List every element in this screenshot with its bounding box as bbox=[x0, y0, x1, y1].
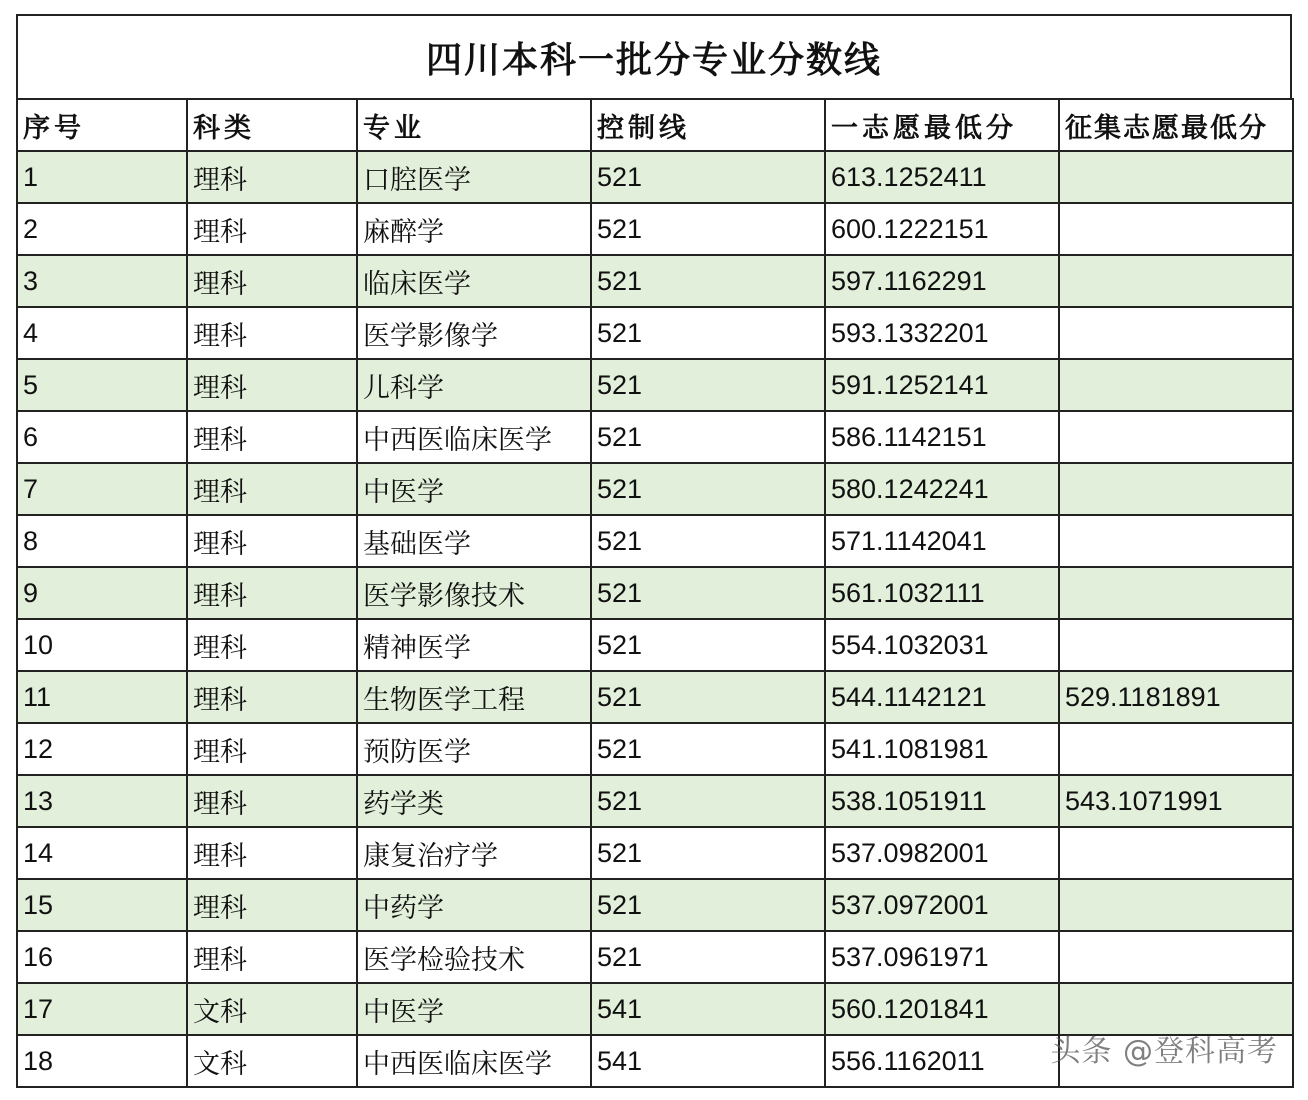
cell-category: 理科 bbox=[187, 255, 357, 307]
cell-control-line: 521 bbox=[591, 203, 825, 255]
cell-index: 2 bbox=[17, 203, 187, 255]
cell-supplementary-min bbox=[1059, 307, 1293, 359]
cell-control-line: 521 bbox=[591, 775, 825, 827]
cell-index: 13 bbox=[17, 775, 187, 827]
cell-first-choice-min: 541.1081981 bbox=[825, 723, 1059, 775]
cell-category: 理科 bbox=[187, 619, 357, 671]
table-row bbox=[17, 671, 1293, 723]
cell-index: 1 bbox=[17, 151, 187, 203]
cell-supplementary-min: 529.1181891 bbox=[1059, 671, 1293, 723]
cell-first-choice-min: 600.1222151 bbox=[825, 203, 1059, 255]
cell-first-choice-min: 560.1201841 bbox=[825, 983, 1059, 1035]
cell-control-line: 521 bbox=[591, 359, 825, 411]
cell-major: 口腔医学 bbox=[357, 151, 591, 203]
cell-first-choice-min: 554.1032031 bbox=[825, 619, 1059, 671]
cell-category: 文科 bbox=[187, 983, 357, 1035]
cell-first-choice-min: 556.1162011 bbox=[825, 1035, 1059, 1087]
table-row bbox=[17, 775, 1293, 827]
cell-first-choice-min: 613.1252411 bbox=[825, 151, 1059, 203]
table-row bbox=[17, 307, 1293, 359]
cell-supplementary-min: 543.1071991 bbox=[1059, 775, 1293, 827]
cell-category: 理科 bbox=[187, 515, 357, 567]
cell-major: 精神医学 bbox=[357, 619, 591, 671]
cell-control-line: 521 bbox=[591, 931, 825, 983]
table-row bbox=[17, 203, 1293, 255]
cell-major: 中西医临床医学 bbox=[357, 411, 591, 463]
header-supplementary-min: 征集志愿最低分 bbox=[1059, 99, 1293, 151]
cell-index: 15 bbox=[17, 879, 187, 931]
header-first-choice-min: 一志愿最低分 bbox=[825, 99, 1059, 151]
title-box bbox=[16, 14, 1292, 98]
cell-supplementary-min bbox=[1059, 203, 1293, 255]
cell-control-line: 521 bbox=[591, 671, 825, 723]
cell-index: 7 bbox=[17, 463, 187, 515]
cell-supplementary-min bbox=[1059, 619, 1293, 671]
table-row bbox=[17, 255, 1293, 307]
cell-category: 理科 bbox=[187, 671, 357, 723]
watermark: 头条 @登科高考 bbox=[1050, 1034, 1278, 1069]
table-row bbox=[17, 411, 1293, 463]
cell-index: 8 bbox=[17, 515, 187, 567]
cell-first-choice-min: 544.1142121 bbox=[825, 671, 1059, 723]
cell-control-line: 521 bbox=[591, 307, 825, 359]
cell-category: 理科 bbox=[187, 307, 357, 359]
cell-supplementary-min bbox=[1059, 827, 1293, 879]
cell-first-choice-min: 537.0972001 bbox=[825, 879, 1059, 931]
cell-supplementary-min bbox=[1059, 567, 1293, 619]
cell-index: 3 bbox=[17, 255, 187, 307]
cell-control-line: 521 bbox=[591, 515, 825, 567]
cell-index: 6 bbox=[17, 411, 187, 463]
cell-major: 医学影像技术 bbox=[357, 567, 591, 619]
table-row bbox=[17, 723, 1293, 775]
cell-major: 医学影像学 bbox=[357, 307, 591, 359]
cell-category: 理科 bbox=[187, 151, 357, 203]
header-control-line: 控制线 bbox=[591, 99, 825, 151]
header-row bbox=[17, 99, 1293, 151]
header-category: 科类 bbox=[187, 99, 357, 151]
cell-first-choice-min: 537.0961971 bbox=[825, 931, 1059, 983]
cell-supplementary-min bbox=[1059, 931, 1293, 983]
cell-category: 理科 bbox=[187, 411, 357, 463]
cell-first-choice-min: 537.0982001 bbox=[825, 827, 1059, 879]
table-row bbox=[17, 567, 1293, 619]
cell-supplementary-min bbox=[1059, 255, 1293, 307]
cell-supplementary-min bbox=[1059, 515, 1293, 567]
cell-major: 康复治疗学 bbox=[357, 827, 591, 879]
cell-index: 16 bbox=[17, 931, 187, 983]
cell-category: 理科 bbox=[187, 931, 357, 983]
cell-category: 理科 bbox=[187, 723, 357, 775]
cell-category: 理科 bbox=[187, 827, 357, 879]
cell-index: 11 bbox=[17, 671, 187, 723]
cell-control-line: 521 bbox=[591, 879, 825, 931]
table-row bbox=[17, 879, 1293, 931]
cell-control-line: 541 bbox=[591, 1035, 825, 1087]
cell-first-choice-min: 571.1142041 bbox=[825, 515, 1059, 567]
cell-major: 生物医学工程 bbox=[357, 671, 591, 723]
table-row bbox=[17, 827, 1293, 879]
cell-first-choice-min: 597.1162291 bbox=[825, 255, 1059, 307]
cell-major: 麻醉学 bbox=[357, 203, 591, 255]
cell-index: 17 bbox=[17, 983, 187, 1035]
cell-first-choice-min: 580.1242241 bbox=[825, 463, 1059, 515]
cell-supplementary-min bbox=[1059, 879, 1293, 931]
cell-category: 理科 bbox=[187, 463, 357, 515]
cell-major: 中医学 bbox=[357, 463, 591, 515]
score-table bbox=[16, 98, 1294, 1088]
cell-control-line: 521 bbox=[591, 827, 825, 879]
cell-major: 医学检验技术 bbox=[357, 931, 591, 983]
table-row bbox=[17, 463, 1293, 515]
table-row bbox=[17, 359, 1293, 411]
cell-supplementary-min bbox=[1059, 463, 1293, 515]
cell-supplementary-min bbox=[1059, 151, 1293, 203]
cell-category: 理科 bbox=[187, 879, 357, 931]
cell-supplementary-min bbox=[1059, 723, 1293, 775]
cell-major: 中药学 bbox=[357, 879, 591, 931]
cell-major: 儿科学 bbox=[357, 359, 591, 411]
cell-category: 理科 bbox=[187, 775, 357, 827]
table-row bbox=[17, 619, 1293, 671]
table-body bbox=[17, 151, 1293, 1087]
cell-control-line: 521 bbox=[591, 151, 825, 203]
cell-index: 4 bbox=[17, 307, 187, 359]
cell-first-choice-min: 591.1252141 bbox=[825, 359, 1059, 411]
page-title: 四川本科一批分专业分数线 bbox=[425, 39, 882, 81]
cell-control-line: 521 bbox=[591, 411, 825, 463]
cell-control-line: 521 bbox=[591, 619, 825, 671]
header-major: 专业 bbox=[357, 99, 591, 151]
table-row bbox=[17, 515, 1293, 567]
cell-category: 文科 bbox=[187, 1035, 357, 1087]
cell-index: 18 bbox=[17, 1035, 187, 1087]
cell-category: 理科 bbox=[187, 359, 357, 411]
cell-index: 5 bbox=[17, 359, 187, 411]
cell-major: 中西医临床医学 bbox=[357, 1035, 591, 1087]
cell-index: 14 bbox=[17, 827, 187, 879]
header-index: 序号 bbox=[17, 99, 187, 151]
cell-first-choice-min: 586.1142151 bbox=[825, 411, 1059, 463]
cell-supplementary-min bbox=[1059, 359, 1293, 411]
cell-major: 临床医学 bbox=[357, 255, 591, 307]
score-table-sheet bbox=[16, 14, 1292, 1088]
cell-major: 预防医学 bbox=[357, 723, 591, 775]
cell-major: 基础医学 bbox=[357, 515, 591, 567]
cell-first-choice-min: 593.1332201 bbox=[825, 307, 1059, 359]
cell-index: 9 bbox=[17, 567, 187, 619]
cell-control-line: 521 bbox=[591, 255, 825, 307]
cell-major: 中医学 bbox=[357, 983, 591, 1035]
cell-control-line: 521 bbox=[591, 463, 825, 515]
cell-control-line: 521 bbox=[591, 723, 825, 775]
cell-index: 12 bbox=[17, 723, 187, 775]
cell-supplementary-min bbox=[1059, 411, 1293, 463]
table-row bbox=[17, 151, 1293, 203]
cell-category: 理科 bbox=[187, 567, 357, 619]
cell-control-line: 541 bbox=[591, 983, 825, 1035]
cell-category: 理科 bbox=[187, 203, 357, 255]
cell-first-choice-min: 561.1032111 bbox=[825, 567, 1059, 619]
table-row bbox=[17, 931, 1293, 983]
cell-index: 10 bbox=[17, 619, 187, 671]
cell-first-choice-min: 538.1051911 bbox=[825, 775, 1059, 827]
cell-control-line: 521 bbox=[591, 567, 825, 619]
cell-major: 药学类 bbox=[357, 775, 591, 827]
